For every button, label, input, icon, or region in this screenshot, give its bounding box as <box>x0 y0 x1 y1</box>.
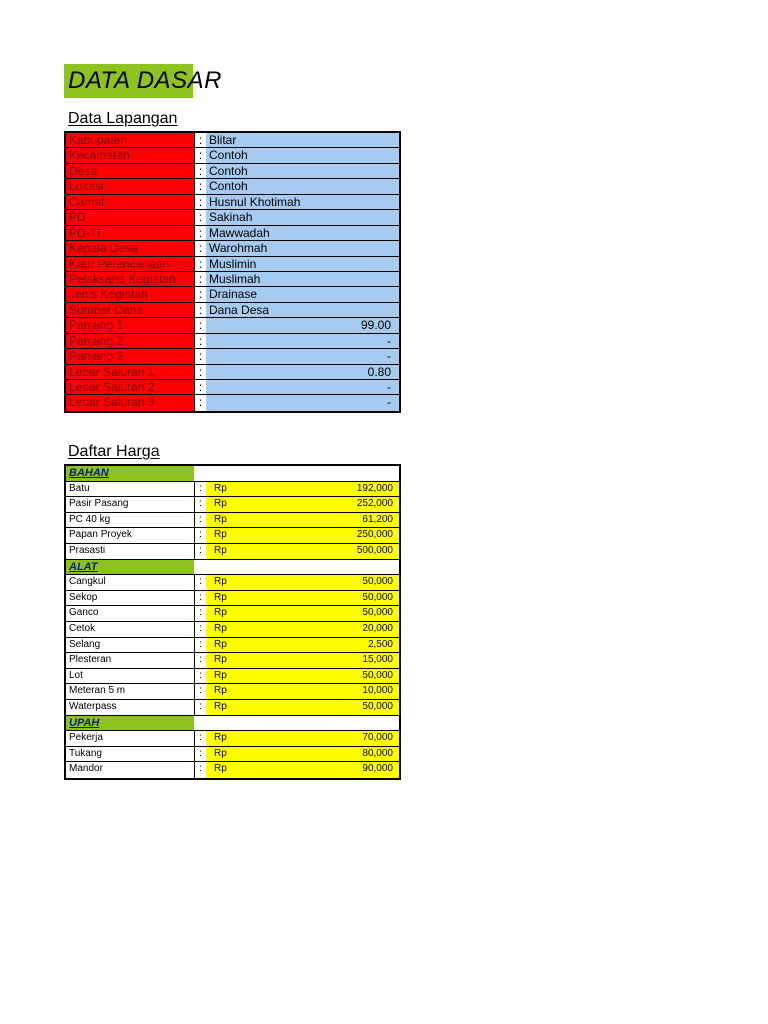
item-separator: : <box>194 591 206 606</box>
field-value[interactable]: - <box>206 349 399 363</box>
field-value[interactable]: Mawwadah <box>206 226 399 240</box>
field-separator: : <box>194 380 206 394</box>
field-label: Lebar Saluran 2 <box>66 380 194 394</box>
table-row <box>66 210 399 225</box>
price-row <box>66 669 399 685</box>
data-lapangan-table <box>64 131 401 413</box>
item-separator: : <box>194 513 206 528</box>
field-label: Kepala Desa <box>66 241 194 255</box>
item-separator: : <box>194 528 206 543</box>
field-label: Kecamatan <box>66 148 194 162</box>
table-row <box>66 226 399 241</box>
item-label: Sekop <box>66 591 194 606</box>
item-price[interactable]: 2,500 <box>246 638 399 653</box>
item-separator: : <box>194 731 206 746</box>
item-separator: : <box>194 497 206 512</box>
field-separator: : <box>194 148 206 162</box>
item-price[interactable]: 50,000 <box>246 575 399 590</box>
field-value[interactable]: Sakinah <box>206 210 399 224</box>
field-value[interactable]: - <box>206 380 399 394</box>
field-separator: : <box>194 349 206 363</box>
field-label: Panjang 3 <box>66 349 194 363</box>
currency-label: Rp <box>206 653 246 668</box>
item-separator: : <box>194 638 206 653</box>
field-value[interactable]: - <box>206 395 399 410</box>
table-row <box>66 395 399 410</box>
item-label: Prasasti <box>66 544 194 559</box>
table-row <box>66 318 399 333</box>
item-separator: : <box>194 622 206 637</box>
table-row <box>66 179 399 194</box>
field-value[interactable]: Warohmah <box>206 241 399 255</box>
item-price[interactable]: 252,000 <box>246 497 399 512</box>
item-label: Ganco <box>66 606 194 621</box>
item-label: Meteran 5 m <box>66 684 194 699</box>
currency-label: Rp <box>206 622 246 637</box>
currency-label: Rp <box>206 700 246 715</box>
field-value[interactable]: Contoh <box>206 164 399 178</box>
currency-label: Rp <box>206 482 246 497</box>
field-value[interactable]: Muslimah <box>206 272 399 286</box>
table-row <box>66 195 399 210</box>
item-separator: : <box>194 684 206 699</box>
field-separator: : <box>194 365 206 379</box>
item-separator: : <box>194 482 206 497</box>
price-row <box>66 513 399 529</box>
field-label: Sumber Dana <box>66 303 194 317</box>
price-row <box>66 606 399 622</box>
group-header-row <box>66 560 399 576</box>
field-label: Kabupaten <box>66 133 194 147</box>
table-row <box>66 349 399 364</box>
item-separator: : <box>194 669 206 684</box>
item-separator: : <box>194 653 206 668</box>
field-separator: : <box>194 303 206 317</box>
page-title: DATA DASAR <box>68 67 222 94</box>
field-separator: : <box>194 133 206 147</box>
price-row <box>66 747 399 763</box>
daftar-harga-table <box>64 464 401 780</box>
field-value[interactable]: Drainase <box>206 287 399 301</box>
item-label: Lot <box>66 669 194 684</box>
page-title-block <box>64 64 222 98</box>
field-label: PD-TI <box>66 226 194 240</box>
currency-label: Rp <box>206 544 246 559</box>
price-row <box>66 684 399 700</box>
item-price[interactable]: 50,000 <box>246 700 399 715</box>
item-label: Pasir Pasang <box>66 497 194 512</box>
group-header-upah: UPAH <box>66 716 194 731</box>
field-value[interactable]: - <box>206 334 399 348</box>
price-row <box>66 591 399 607</box>
price-row <box>66 638 399 654</box>
currency-label: Rp <box>206 606 246 621</box>
field-value[interactable]: 0.80 <box>206 365 399 379</box>
item-separator: : <box>194 575 206 590</box>
field-separator: : <box>194 195 206 209</box>
item-label: Plesteran <box>66 653 194 668</box>
price-row <box>66 544 399 560</box>
group-header-row <box>66 466 399 482</box>
item-label: Selang <box>66 638 194 653</box>
field-separator: : <box>194 210 206 224</box>
price-row <box>66 700 399 716</box>
item-price[interactable]: 50,000 <box>246 669 399 684</box>
item-label: Pekerja <box>66 731 194 746</box>
field-value[interactable]: Contoh <box>206 179 399 193</box>
price-row <box>66 482 399 498</box>
group-header-bahan: BAHAN <box>66 466 194 481</box>
item-label: Cangkul <box>66 575 194 590</box>
currency-label: Rp <box>206 638 246 653</box>
currency-label: Rp <box>206 669 246 684</box>
field-label: Pelaksana Kegiatan <box>66 272 194 286</box>
table-row <box>66 257 399 272</box>
item-price[interactable]: 50,000 <box>246 606 399 621</box>
currency-label: Rp <box>206 497 246 512</box>
price-row <box>66 622 399 638</box>
group-header-blank <box>194 716 399 731</box>
price-row <box>66 731 399 747</box>
item-price[interactable]: 20,000 <box>246 622 399 637</box>
item-separator: : <box>194 747 206 762</box>
item-separator: : <box>194 762 206 778</box>
field-separator: : <box>194 164 206 178</box>
field-value[interactable]: 99.00 <box>206 318 399 332</box>
field-label: Lebar Saluran 1 <box>66 365 194 379</box>
item-price[interactable]: 500,000 <box>246 544 399 559</box>
item-label: Papan Proyek <box>66 528 194 543</box>
currency-label: Rp <box>206 762 246 778</box>
table-row <box>66 148 399 163</box>
group-header-alat: ALAT <box>66 560 194 575</box>
currency-label: Rp <box>206 731 246 746</box>
currency-label: Rp <box>206 684 246 699</box>
field-value[interactable]: Blitar <box>206 133 399 147</box>
currency-label: Rp <box>206 747 246 762</box>
field-separator: : <box>194 226 206 240</box>
price-row <box>66 575 399 591</box>
group-header-blank <box>194 560 399 575</box>
item-price[interactable]: 15,000 <box>246 653 399 668</box>
table-row <box>66 272 399 287</box>
table-row <box>66 164 399 179</box>
currency-label: Rp <box>206 513 246 528</box>
field-separator: : <box>194 241 206 255</box>
field-value[interactable]: Husnul Khotimah <box>206 195 399 209</box>
item-label: PC 40 kg <box>66 513 194 528</box>
field-label: Lebar Saluran 3 <box>66 395 194 410</box>
item-price[interactable]: 192,000 <box>246 482 399 497</box>
field-label: Lokasi <box>66 179 194 193</box>
group-header-row <box>66 716 399 732</box>
table-row <box>66 365 399 380</box>
field-value[interactable]: Muslimin <box>206 257 399 271</box>
item-price[interactable]: 80,000 <box>246 747 399 762</box>
field-separator: : <box>194 287 206 301</box>
table-row <box>66 334 399 349</box>
item-separator: : <box>194 700 206 715</box>
item-price[interactable]: 90,000 <box>246 762 399 778</box>
table-row <box>66 380 399 395</box>
field-label: Jenis Kegiatan <box>66 287 194 301</box>
item-price[interactable]: 70,000 <box>246 731 399 746</box>
price-row <box>66 762 399 778</box>
item-label: Cetok <box>66 622 194 637</box>
item-price[interactable]: 61,200 <box>246 513 399 528</box>
field-value[interactable]: Dana Desa <box>206 303 399 317</box>
table-row <box>66 133 399 148</box>
field-separator: : <box>194 334 206 348</box>
price-row <box>66 497 399 513</box>
table-row <box>66 241 399 256</box>
item-price[interactable]: 10,000 <box>246 684 399 699</box>
item-label: Batu <box>66 482 194 497</box>
field-label: Camat <box>66 195 194 209</box>
field-label: Kaur Perencanaan <box>66 257 194 271</box>
field-label: Panjang 1 <box>66 318 194 332</box>
field-value[interactable]: Contoh <box>206 148 399 162</box>
section-title-data-lapangan: Data Lapangan <box>68 110 178 127</box>
item-label: Waterpass <box>66 700 194 715</box>
field-label: Desa <box>66 164 194 178</box>
item-price[interactable]: 250,000 <box>246 528 399 543</box>
item-separator: : <box>194 606 206 621</box>
field-separator: : <box>194 395 206 410</box>
field-label: Panjang 2 <box>66 334 194 348</box>
field-separator: : <box>194 272 206 286</box>
price-row <box>66 528 399 544</box>
currency-label: Rp <box>206 528 246 543</box>
table-row <box>66 303 399 318</box>
item-label: Tukang <box>66 747 194 762</box>
section-title-daftar-harga: Daftar Harga <box>68 443 160 460</box>
group-header-blank <box>194 466 399 481</box>
field-separator: : <box>194 318 206 332</box>
item-price[interactable]: 50,000 <box>246 591 399 606</box>
item-separator: : <box>194 544 206 559</box>
table-row <box>66 287 399 302</box>
field-separator: : <box>194 257 206 271</box>
currency-label: Rp <box>206 591 246 606</box>
field-label: PD <box>66 210 194 224</box>
field-separator: : <box>194 179 206 193</box>
item-label: Mandor <box>66 762 194 778</box>
currency-label: Rp <box>206 575 246 590</box>
price-row <box>66 653 399 669</box>
